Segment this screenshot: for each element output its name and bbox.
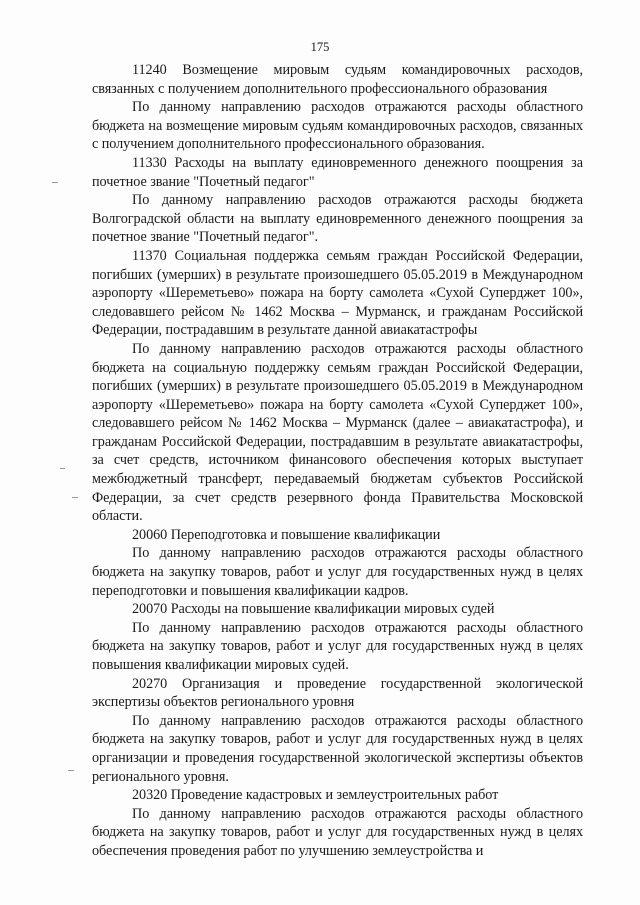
margin-mark: [60, 468, 65, 469]
margin-mark: [52, 182, 58, 183]
margin-mark: [72, 497, 78, 498]
paragraph-11370: По данному направлению расходов отражаются расходы областного бюджета на социальную поддержку семьям граждан Российской Федерации, погибших (умерших) в результате произошедшего 05.05.2019 в Международном аэропорту «Шереметьево» пожара на борту самолета «Сухой Суперджет 100», следовавшего рейсом № 1462 Москва – Мурманск (далее – авиакатастрофа), и гражданам Российской Федерации, пострадавшим в результате авиакатастрофы, за счет средств, источником финансового обеспечения которых выступает межбюджетный трансферт, передаваемый бюджетам субъектов Российской Федерации, за счет средств резервного фонда Правительства Московской области.: [92, 340, 583, 525]
heading-11370: 11370 Социальная поддержка семьям граждан Российской Федерации, погибших (умерших) в результате произошедшего 05.05.2019 в Международном аэропорту «Шереметьево» пожара на борту самолета «Сухой Суперджет 100», следовавшего рейсом № 1462 Москва – Мурманск, и гражданам Российской Федерации, пострадавшим в результате данной авиакатастрофы: [92, 247, 583, 339]
heading-11330: 11330 Расходы на выплату единовременного денежного поощрения за почетное звание "Почетный педагог": [92, 154, 583, 190]
margin-mark: [68, 770, 74, 771]
paragraph-11330: По данному направлению расходов отражаются расходы бюджета Волгоградской области на выплату единовременного денежного поощрения за почетное звание "Почетный педагог".: [92, 192, 583, 246]
document-body: [92, 61, 583, 861]
paragraph-20070: По данному направлению расходов отражаются расходы областного бюджета на закупку товаров, работ и услуг для государственных нужд в целях повышения квалификации мировых судей.: [92, 619, 583, 673]
heading-20320: 20320 Проведение кадастровых и землеустроительных работ: [132, 787, 499, 804]
paragraph-11240: По данному направлению расходов отражаются расходы областного бюджета на возмещение мировым судьям командировочных расходов, связанных с получением дополнительного профессионального образования.: [92, 99, 583, 153]
heading-20070: 20070 Расходы на повышение квалификации мировых судей: [132, 601, 495, 618]
paragraph-20320: По данному направлению расходов отражаются расходы областного бюджета на закупку товаров, работ и услуг для государственных нужд в целях обеспечения проведения работ по улучшению землеустройства и: [92, 805, 583, 859]
heading-20270: 20270 Организация и проведение государственной экологической экспертизы объектов регионального уровня: [92, 675, 583, 711]
paragraph-20060: По данному направлению расходов отражаются расходы областного бюджета на закупку товаров, работ и услуг для государственных нужд в целях переподготовки и повышения квалификации кадров.: [92, 545, 583, 599]
paragraph-20270: По данному направлению расходов отражаются расходы областного бюджета на закупку товаров, работ и услуг для государственных нужд в целях организации и проведения государственной экологической экспертизы объектов регионального уровня.: [92, 712, 583, 785]
heading-11240: 11240 Возмещение мировым судьям командировочных расходов, связанных с получением дополнительного профессионального образования: [92, 62, 583, 97]
heading-20060: 20060 Переподготовка и повышение квалификации: [132, 526, 441, 543]
page-number: 175: [310, 40, 330, 54]
